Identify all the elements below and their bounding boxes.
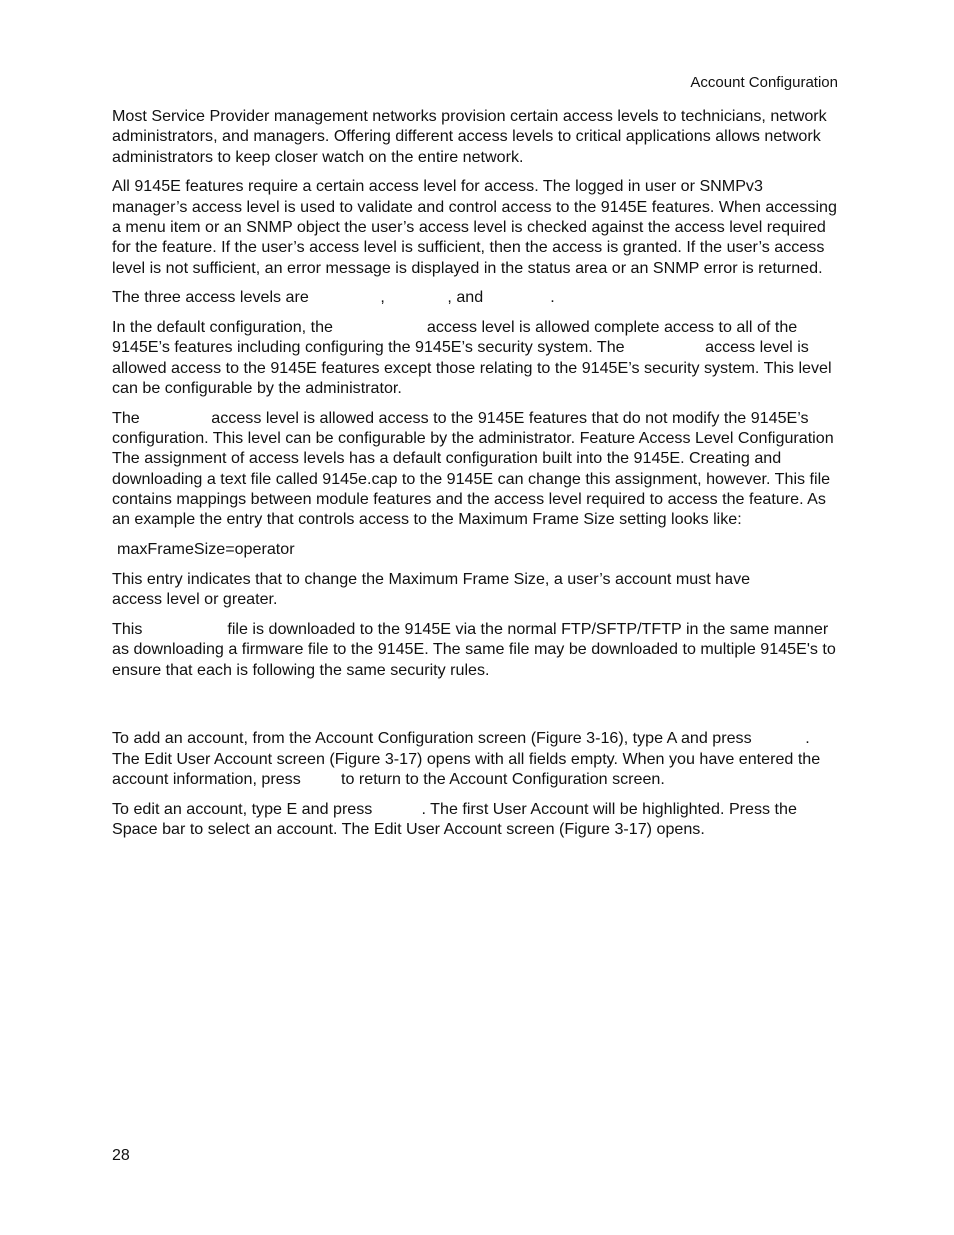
config-example: maxFrameSize=operator: [117, 540, 295, 559]
section-gap: [112, 689, 840, 728]
paragraph-access-levels: The three access levels are , , and .: [112, 288, 555, 307]
paragraph-file-download: This file is downloaded to the 9145E via the normal FTP/SFTP/TFTP in the same manner as downloading a firmware file to the 9145E. The same file may be downloaded to multiple 9145E's to ensure that each is following the same security rules.: [112, 620, 841, 679]
page-number: 28: [112, 1147, 130, 1164]
running-header: Account Configuration: [690, 74, 838, 91]
paragraph-default-configuration: In the default configuration, the access level is allowed complete access to all of the 9145E’s features including configuring the 9145E’s security system. The access level is allowed access to the 9145E features except those relating to the 9145E’s security system. This level can be configurable by the administrator.: [112, 318, 837, 398]
paragraph-edit-account: To edit an account, type E and press . The first User Account will be highlighted. Press the Space bar to select an account. The Edit User Account screen (Figure 3-17) opens.: [112, 799, 802, 839]
paragraph-add-account: To add an account, from the Account Configuration screen (Figure 3-16), type A and press . The Edit User Account screen (Figure 3-17) opens with all fields empty. When you have entered the account information, press to return to the Account Configuration screen.: [112, 729, 825, 789]
paragraph-intro: Most Service Provider management networks provision certain access levels to technicians, network administrators, and managers. Offering different access levels to critical applications allows network administrators to keep closer watch on the entire network.: [112, 107, 827, 166]
paragraph-access-validation: All 9145E features require a certain access level for access. The logged in user or SNMPv3 manager’s access level is used to validate and control access to the 9145E features. When accessing a menu item or an SNMP object the user’s access level is checked against the access level required for the feature. If the user’s access level is sufficient, then the access is granted. If the user’s access level is not sufficient, an error message is displayed in the status area or an SNMP error is returned.: [112, 177, 837, 277]
paragraph-readonly-level: The access level is allowed access to the 9145E features that do not modify the 9145E’s configuration. This level can be configurable by the administrator. Feature Access Level Configuration The assignment of access levels has a default configuration built into the 9145E. Creating and downloading a text file called 9145e.cap to the 9145E can change this assignment, however. This file contains mappings between module features and the access level required to access the feature. As an example the entry that controls access to the Maximum Frame Size setting looks like:: [112, 408, 838, 529]
paragraph-entry-meaning: This entry indicates that to change the Maximum Frame Size, a user’s account must have access level or greater.: [112, 569, 818, 609]
body-text: [112, 106, 840, 849]
